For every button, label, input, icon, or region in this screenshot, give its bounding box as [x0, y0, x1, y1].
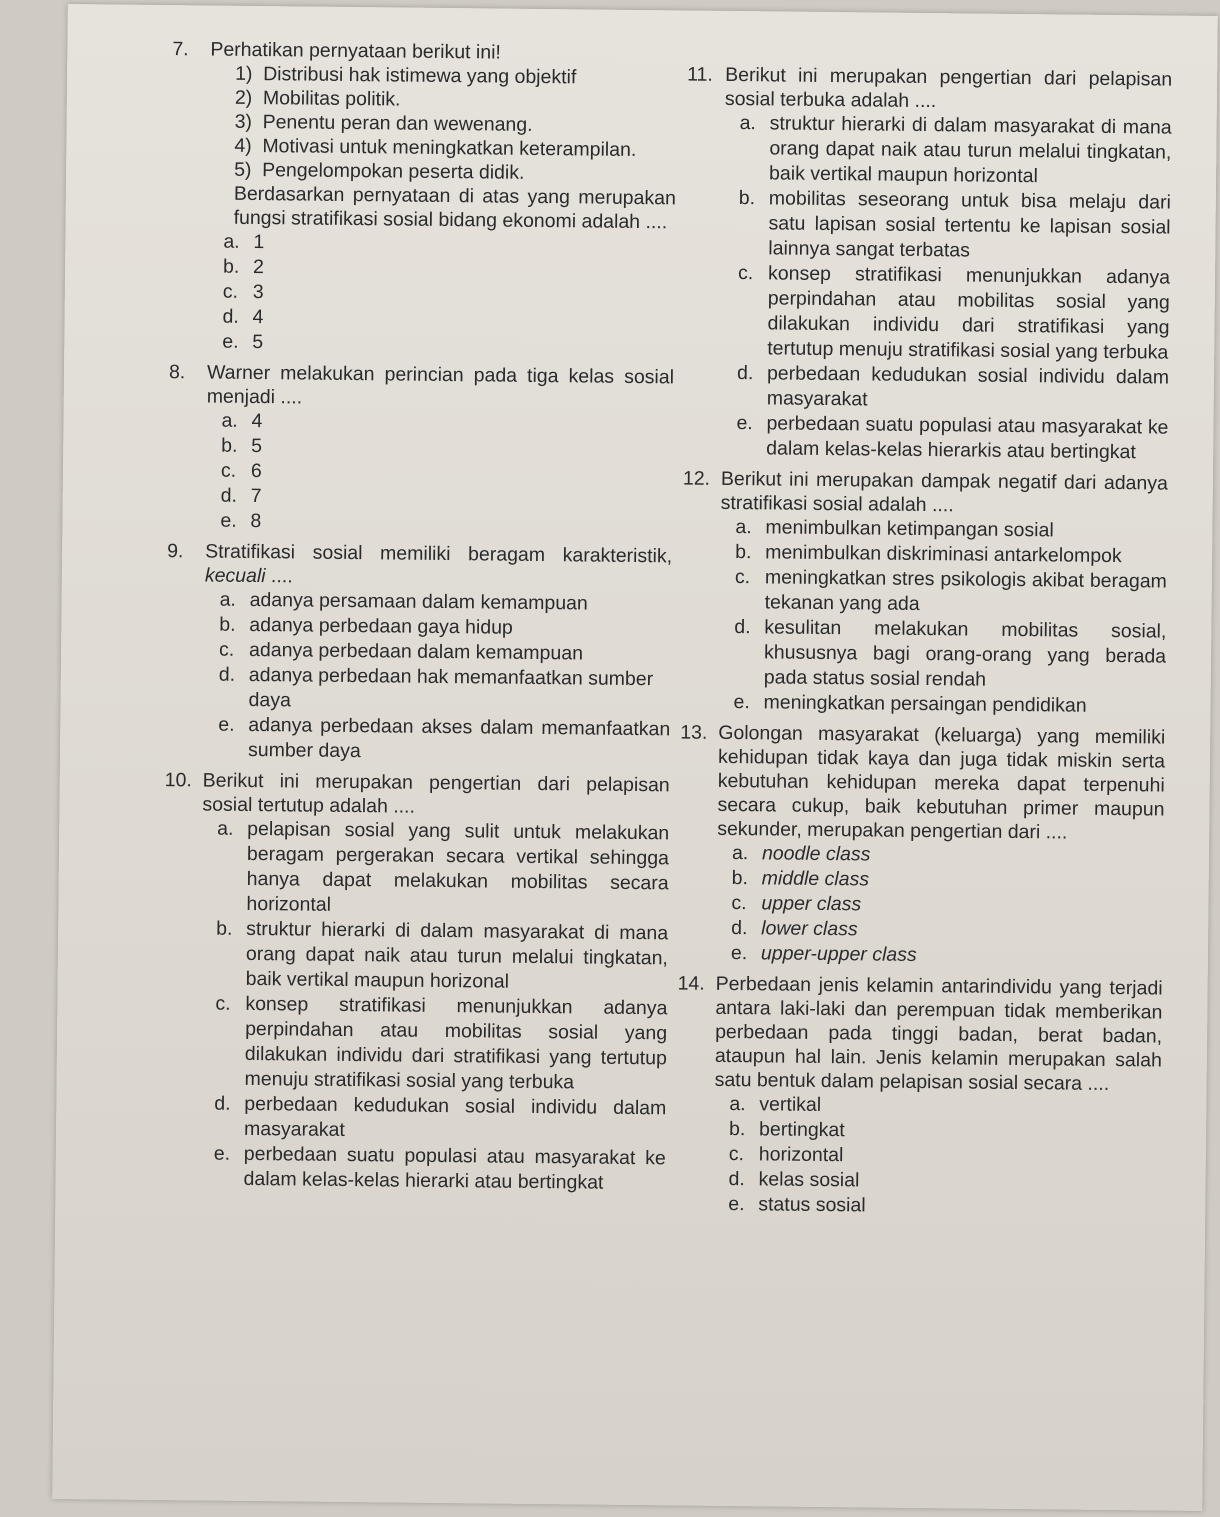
option-letter: a.: [223, 230, 240, 253]
option-text: menimbulkan diskriminasi antarkelompok: [765, 541, 1122, 568]
option-text: perbedaan suatu populasi atau masyarakat ke dalam kelas-kelas hierarkis atau bertingkat: [766, 412, 1169, 464]
option-text: bertingkat: [758, 1118, 845, 1142]
question-9: [165, 539, 672, 767]
question-number: 12.: [682, 467, 711, 490]
option-text: 4: [251, 409, 263, 433]
question-text-ellipsis: ....: [265, 565, 293, 588]
option-letter: c.: [734, 566, 751, 589]
option-text: adanya persamaan dalam kemampuan: [249, 588, 588, 615]
question-number: 10.: [164, 769, 192, 792]
option-letter: e.: [220, 509, 237, 532]
option-letter: b.: [216, 917, 233, 940]
option-text: perbedaan kedudukan sosial individu dalam masyarakat: [243, 1092, 667, 1141]
option-text: adanya perbedaan gaya hidup: [249, 613, 513, 639]
option-text: meningkatkan persaingan pendidikan: [763, 691, 1087, 717]
question-7: [169, 37, 677, 359]
statement-list: [209, 62, 677, 187]
option-letter: c.: [728, 1143, 745, 1166]
option-text: vertikal: [759, 1093, 822, 1116]
option-text: noodle class: [761, 842, 871, 866]
options-list: [718, 515, 1167, 720]
question-number: 9.: [167, 540, 184, 563]
question-number: 11.: [687, 63, 713, 86]
option-letter: b.: [221, 434, 238, 457]
option-text: meningkatkan stres psikologis akibat beragam tekanan yang ada: [764, 566, 1167, 615]
option-letter: b.: [728, 1118, 746, 1141]
options-list: [205, 408, 673, 538]
option-letter: d.: [736, 362, 754, 385]
options-list: [716, 841, 1164, 971]
question-text: Berikut ini merupakan dampak negatif dari adanya stratifikasi sosial adalah ....: [720, 467, 1169, 517]
option-letter: a.: [217, 817, 234, 840]
option-d[interactable]: [737, 361, 1169, 416]
option-c[interactable]: [214, 992, 667, 1097]
option-text: middle class: [761, 867, 870, 891]
question-10: [160, 768, 669, 1196]
option-letter: e.: [728, 1193, 745, 1216]
option-text: adanya perbedaan akses dalam memanfaatkan sumber daya: [247, 713, 671, 763]
left-column: [160, 37, 677, 1198]
statement-text: Penentu peran dan wewenang.: [262, 111, 533, 136]
question-12: [680, 466, 1168, 719]
option-letter: a.: [219, 588, 237, 611]
question-text: [205, 539, 672, 592]
option-letter: b.: [223, 255, 240, 278]
option-letter: e.: [222, 330, 239, 353]
option-a[interactable]: [739, 111, 1172, 191]
option-text: 2: [253, 255, 265, 279]
option-text: struktur hierarki di dalam masyarakat di mana orang dapat naik atau turun melalui tingkatan, baik vertikal maupun horizonal: [245, 917, 669, 993]
option-text: lower class: [761, 917, 858, 941]
option-text: upper class: [761, 892, 862, 916]
question-14: [675, 971, 1163, 1221]
option-letter: d.: [728, 1168, 745, 1191]
question-13: [678, 720, 1166, 970]
question-number: 7.: [172, 38, 189, 61]
question-text-main: Stratifikasi sosial memiliki beragam karakteristik,: [205, 540, 673, 568]
question-text-emphasis: kecuali: [204, 564, 266, 588]
option-a[interactable]: [216, 817, 669, 922]
option-letter: e.: [218, 713, 235, 736]
option-letter: b.: [738, 187, 756, 210]
option-letter: c.: [222, 280, 239, 303]
option-letter: c.: [218, 638, 235, 661]
option-text: status sosial: [758, 1193, 866, 1217]
option-d[interactable]: [734, 615, 1167, 695]
question-text: Warner melakukan perincian pada tiga kelas sosial menjadi ....: [206, 361, 675, 409]
option-text: adanya perbedaan dalam kemampuan: [248, 638, 584, 665]
option-letter: d.: [731, 917, 748, 940]
question-text: Berikut ini merupakan pengertian dari pelapisan sosial tertutup adalah ....: [202, 769, 670, 818]
option-letter: d.: [222, 305, 239, 328]
option-text: menimbulkan ketimpangan sosial: [765, 516, 1054, 542]
option-letter: a.: [221, 409, 238, 432]
option-e[interactable]: [220, 509, 672, 539]
option-text: 5: [252, 330, 264, 354]
option-text: upper-upper class: [760, 942, 917, 966]
option-letter: d.: [734, 616, 751, 639]
question-intro: Perhatikan pernyataan berikut ini!: [210, 38, 502, 64]
option-text: 3: [252, 280, 264, 304]
option-letter: a.: [735, 516, 752, 539]
question-text: Golongan masyarakat (keluarga) yang memiliki kehidupan tidak kaya dan juga tidak miskin serta kebutuhan kehidupan mereka dapat terpenuhi secara cukup, baik kebutuhan primer maupun sekunder, merupakan pengertian dari ....: [717, 721, 1166, 844]
option-e[interactable]: [736, 411, 1168, 466]
option-e[interactable]: [733, 690, 1165, 720]
right-column: [675, 63, 1172, 1224]
option-letter: b.: [731, 867, 749, 890]
statement-number: 3): [234, 110, 253, 133]
option-text: 1: [253, 230, 265, 254]
question-number: 8.: [168, 361, 186, 384]
question-number: 14.: [677, 972, 705, 995]
option-text: mobilitas seseorang untuk bisa melaju dari satu lapisan sosial tertentu ke lapisan sosial lainnya sangat terbatas: [768, 187, 1171, 262]
option-text: 7: [250, 484, 262, 508]
option-text: adanya perbedaan hak memanfaatkan sumber daya: [248, 663, 654, 712]
option-letter: c.: [731, 892, 747, 915]
option-text: 5: [251, 434, 263, 458]
option-text: 8: [250, 509, 262, 533]
option-letter: e.: [733, 691, 750, 714]
option-letter: e.: [736, 412, 753, 435]
statement-text: Mobilitas politik.: [262, 87, 401, 111]
question-11: [683, 63, 1172, 466]
statement-item: [234, 158, 676, 187]
option-letter: b.: [735, 541, 752, 564]
option-letter: c.: [220, 459, 237, 482]
statement-number: 2): [234, 86, 253, 109]
option-text: horizontal: [758, 1143, 844, 1167]
option-text: perbedaan kedudukan sosial individu dalam masyarakat: [766, 362, 1170, 411]
option-letter: e.: [213, 1142, 231, 1165]
option-letter: d.: [220, 484, 238, 507]
option-text: kelas sosial: [758, 1168, 860, 1192]
question-text: Berdasarkan pernyataan di atas yang merupakan fungsi stratifikasi sosial bidang ekonomi adalah ....: [233, 182, 676, 234]
option-b[interactable]: [738, 186, 1171, 266]
option-text: 6: [250, 459, 262, 483]
option-letter: d.: [218, 663, 236, 686]
option-text: kesulitan melakukan mobilitas sosial, khususnya bagi orang-orang yang berada pada status sosial rendah: [763, 616, 1167, 691]
option-letter: a.: [739, 112, 757, 135]
options-list: [207, 230, 675, 360]
option-e[interactable]: [213, 1142, 665, 1197]
question-number: 13.: [680, 721, 708, 744]
option-d[interactable]: [214, 1092, 666, 1147]
statement-text: Motivasi untuk meningkatkan keterampilan.: [262, 135, 637, 161]
option-text: 4: [252, 305, 264, 329]
option-c[interactable]: [737, 261, 1170, 366]
options-list: [713, 1092, 1161, 1222]
option-letter: d.: [214, 1092, 231, 1115]
option-e[interactable]: [728, 1192, 1160, 1222]
statement-number: 4): [234, 134, 252, 157]
statement-number: 1): [235, 62, 253, 85]
option-e[interactable]: [731, 941, 1163, 971]
option-text: perbedaan suatu populasi atau masyarakat ke dalam kelas-kelas hierarki atau bertingkat: [243, 1142, 666, 1194]
option-letter: c.: [737, 262, 754, 285]
option-e[interactable]: [222, 330, 674, 360]
options-list: [198, 816, 669, 1196]
option-d[interactable]: [218, 663, 670, 718]
statement-text: Distribusi hak istimewa yang objektif: [263, 63, 577, 89]
worksheet-page: [52, 4, 1218, 1511]
option-letter: e.: [730, 942, 748, 965]
option-letter: a.: [729, 1093, 746, 1116]
option-letter: c.: [215, 992, 231, 1015]
option-letter: b.: [219, 613, 236, 636]
options-list: [203, 587, 672, 767]
option-b[interactable]: [216, 917, 669, 997]
statement-number: 5): [234, 158, 252, 181]
option-text: pelapisan sosial yang sulit untuk melakukan beragam pergerakan secara vertikal sehingga hanya dapat melakukan mobilitas secara horizontal: [246, 817, 670, 916]
question-8: [167, 360, 674, 538]
options-list: [721, 111, 1172, 466]
option-text: konsep stratifikasi menunjukkan adanya perpindahan atau mobilitas sosial yang dilakukan individu dari stratifikasi yang tertutup menuju stratifikasi sosial yang terbuka: [244, 992, 668, 1094]
statement-text: Pengelompokan peserta didik.: [262, 159, 525, 184]
option-c[interactable]: [734, 565, 1166, 620]
option-letter: a.: [731, 842, 749, 865]
question-text: Berikut ini merupakan pengertian dari pelapisan sosial terbuka adalah ....: [724, 63, 1173, 113]
option-text: struktur hierarki di dalam masyarakat di mana orang dapat naik atau turun melalui tingkatan, baik vertikal maupun horizontal: [769, 112, 1172, 188]
option-text: konsep stratifikasi menunjukkan adanya perpindahan atau mobilitas sosial yang dilakukan individu dari stratifikasi yang tertutup menuju stratifikasi sosial yang terbuka: [767, 262, 1171, 364]
option-e[interactable]: [218, 713, 670, 768]
question-text: Perbedaan jenis kelamin antarindividu yang terjadi antara laki-laki dan perempuan tidak memberikan perbedaan pada tinggi badan, berat badan, ataupun hal lain. Jenis kelamin merupakan salah satu bentuk dalam pelapisan sosial secara ....: [714, 972, 1163, 1095]
